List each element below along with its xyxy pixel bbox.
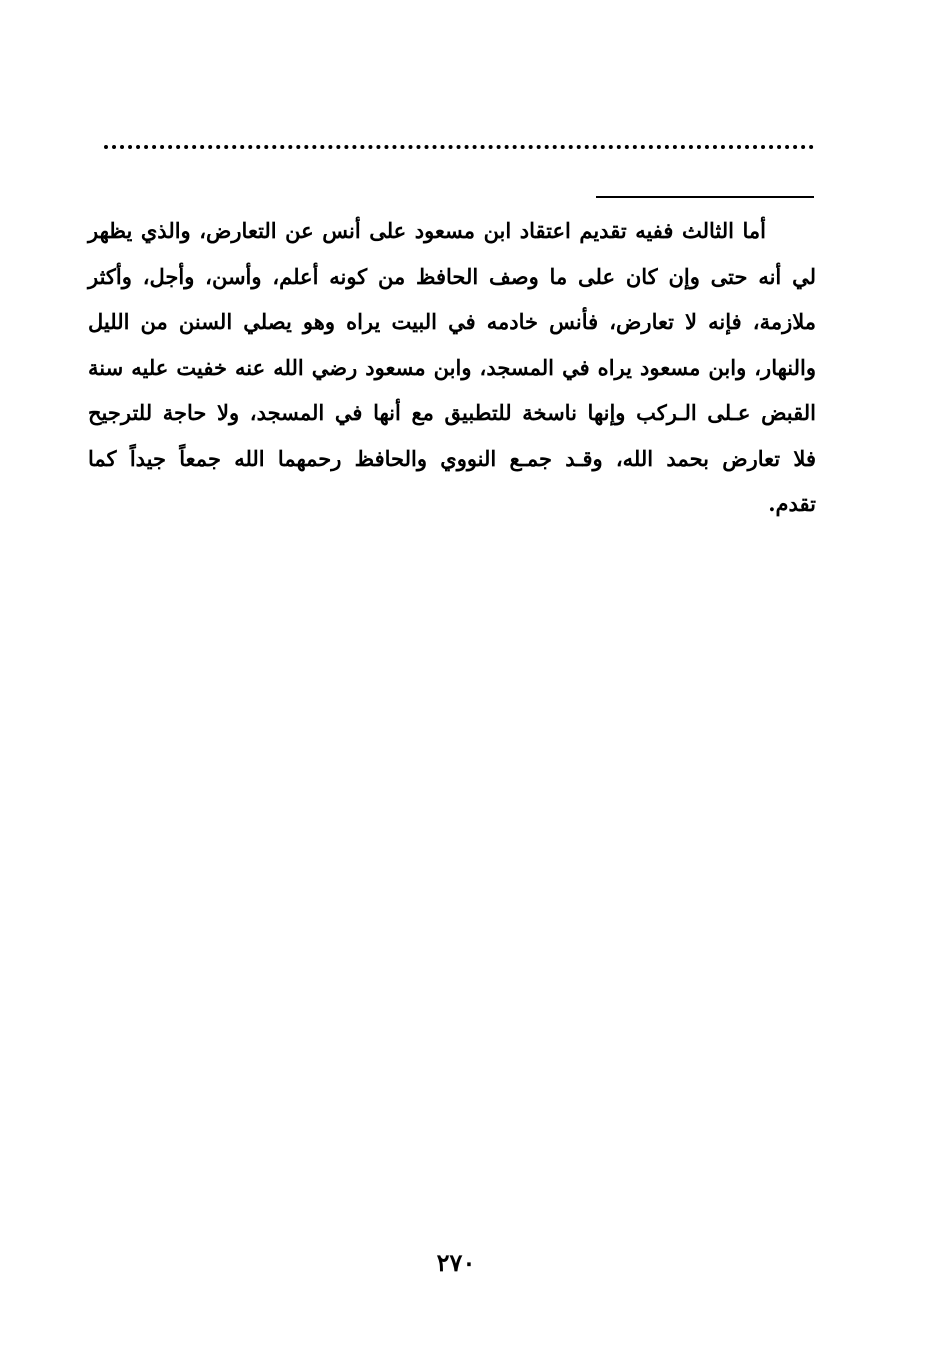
section-rule: [596, 196, 814, 198]
dotted-separator: [104, 145, 814, 149]
paragraph-line: أما الثالث ففيه تقديم اعتقاد ابن مسعود على أنس عن التعارض، والذي يظهر: [88, 218, 766, 243]
body-paragraph: [88, 208, 816, 527]
paragraph-line: تقدم.: [768, 491, 816, 516]
paragraph-line: ملازمة، فإنه لا تعارض، فأنس خادمه في البيت يراه وهو يصلي السنن من الليل: [88, 309, 816, 334]
paragraph-line: والنهار، وابن مسعود يراه في المسجد، وابن مسعود رضي الله عنه خفيت عليه سنة: [88, 354, 816, 380]
paragraph-line: القبض عـلى الـركب وإنها ناسخة للتطبيق مع أنها في المسجد، ولا حاجة للترجيح: [88, 400, 816, 425]
paragraph-line: لي أنه حتى وإن كان على ما وصف الحافظ من كونه أعلم، وأسن، وأجل، وأكثر: [88, 263, 816, 289]
paragraph-line: فلا تعارض بحمد الله، وقـد جمـع النووي والحافظ رحمهما الله جمعاً جيداً كما: [88, 445, 816, 471]
page-number: ٢٧٠: [436, 1248, 476, 1277]
